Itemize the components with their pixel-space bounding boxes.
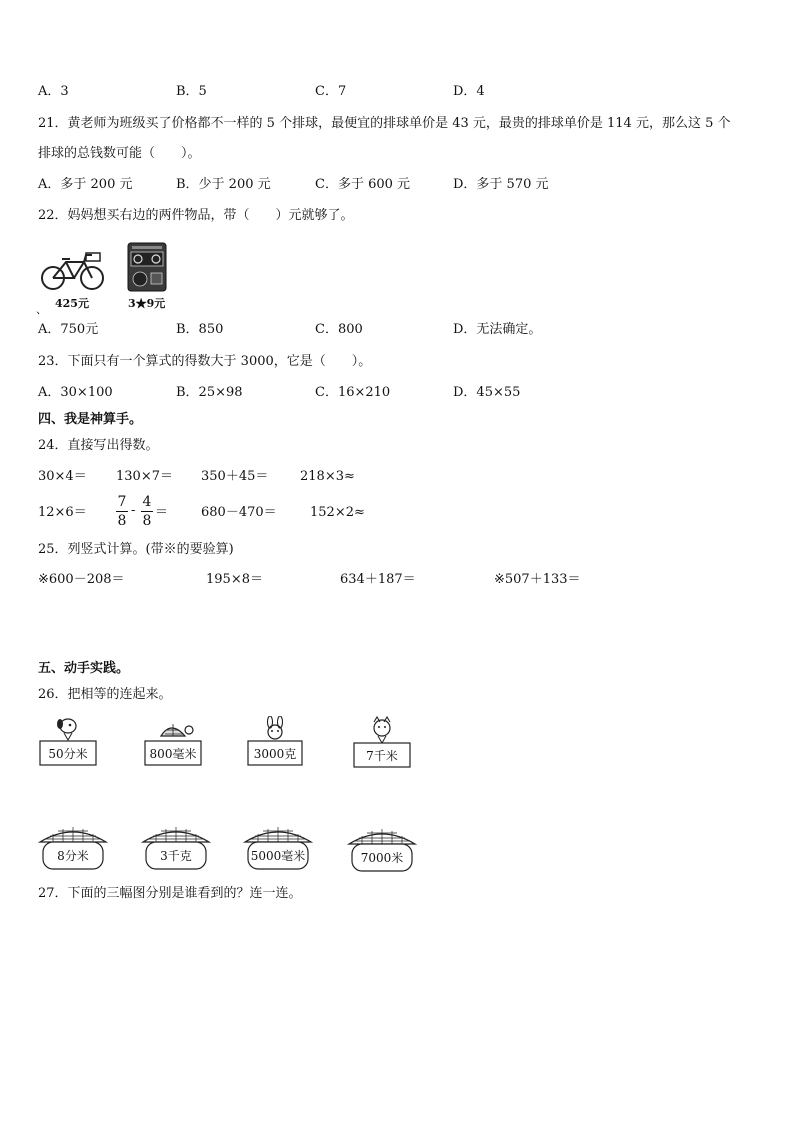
q27-stem: 27．下面的三幅图分别是谁看到的？连一连。 — [38, 886, 302, 901]
q20-option-b: B．5 — [176, 84, 207, 99]
q24-minus-sign: - — [131, 503, 136, 518]
q24-row1-item1: 30×4＝ — [38, 469, 87, 484]
q26-top-label-4: 7千米 — [366, 749, 398, 763]
q25-stem: 25．列竖式计算。(带※的要验算) — [38, 542, 234, 557]
q22-option-d: D．无法确定。 — [453, 322, 542, 337]
q21-stem-line1: 21．黄老师为班级买了价格都不一样的 5 个排球，最便宜的排球单价是 43 元，最贵的排球单价是 114 元，那么这 5 个 — [38, 116, 731, 131]
q22-option-c: C．800 — [315, 322, 363, 337]
q21-stem-line2: 排球的总钱数可能（ ）。 — [38, 146, 201, 161]
q26-top-label-2: 800毫米 — [149, 747, 197, 761]
q26-house-1 — [38, 826, 108, 872]
q22-stem: 22．妈妈想买右边的两件物品，带（ ）元就够了。 — [38, 208, 354, 223]
q25-item2: 195×8＝ — [206, 572, 263, 587]
q24-equals-sign: ＝ — [155, 505, 169, 520]
q26-stem: 26．把相等的连起来。 — [38, 687, 172, 702]
q24-row1-item4: 218×3≈ — [300, 469, 355, 484]
fraction-1-numerator: 7 — [117, 494, 127, 510]
q21-option-c: C．多于 600 元 — [315, 177, 411, 192]
q26-house-2 — [141, 826, 211, 872]
q23-option-a: A．30×100 — [38, 385, 113, 400]
q24-stem: 24．直接写出得数。 — [38, 438, 159, 453]
q26-house-label-4: 7000米 — [360, 851, 404, 865]
dog-icon — [57, 719, 76, 740]
roof-icon — [40, 827, 106, 842]
fraction-2-denominator: 8 — [142, 513, 152, 529]
q22-mark: 、 — [36, 303, 47, 316]
q23-option-d: D．45×55 — [453, 385, 521, 400]
q25-item4: ※507＋133＝ — [494, 572, 581, 587]
q23-option-c: C．16×210 — [315, 385, 391, 400]
q22-option-b: B．850 — [176, 322, 224, 337]
fraction-1-denominator: 8 — [117, 513, 127, 529]
q21-option-b: B．少于 200 元 — [176, 177, 271, 192]
q24-fraction-1 — [116, 494, 128, 529]
q25-item1: ※600－208＝ — [38, 572, 125, 587]
q23-option-b: B．25×98 — [176, 385, 243, 400]
q26-top-label-3: 3000克 — [253, 747, 297, 761]
q22-option-a: A．750元 — [38, 322, 99, 337]
q20-option-c: C．7 — [315, 84, 347, 99]
radio-icon — [127, 242, 167, 292]
q26-card-dog — [38, 716, 98, 768]
section4-title: 四、我是神算手。 — [38, 412, 143, 427]
q24-fraction-2 — [141, 494, 153, 529]
q22-bike-price: 425元 — [55, 297, 89, 310]
q26-top-label-1: 50分米 — [48, 747, 88, 761]
q24-row2-item3: 680－470＝ — [201, 505, 277, 520]
q24-row1-item3: 350＋45＝ — [201, 469, 269, 484]
turtle-icon — [161, 724, 193, 736]
q26-card-turtle — [143, 716, 203, 768]
q21-option-d: D．多于 570 元 — [453, 177, 549, 192]
q21-option-a: A．多于 200 元 — [38, 177, 133, 192]
q23-stem: 23．下面只有一个算式的得数大于 3000，它是（ ）。 — [38, 354, 372, 369]
q20-option-a: A．3 — [38, 84, 69, 99]
q26-house-4 — [347, 828, 417, 874]
roof-icon — [143, 827, 209, 842]
q24-row1-item2: 130×7＝ — [116, 469, 173, 484]
q26-house-label-2: 3千克 — [160, 849, 192, 863]
bicycle-icon — [40, 250, 106, 292]
q25-item3: 634＋187＝ — [340, 572, 416, 587]
q24-row2-item4: 152×2≈ — [310, 505, 365, 520]
q22-radio-price: 3★9元 — [128, 297, 166, 310]
rabbit-icon — [268, 716, 283, 739]
cat-icon — [374, 717, 390, 743]
q26-card-rabbit — [246, 716, 304, 768]
roof-icon — [245, 827, 311, 842]
q20-option-d: D．4 — [453, 84, 485, 99]
q26-house-label-3: 5000毫米 — [250, 849, 306, 863]
q26-house-3 — [243, 826, 313, 872]
q26-card-cat — [352, 716, 412, 770]
q26-house-label-1: 8分米 — [57, 849, 89, 863]
roof-icon — [349, 829, 415, 844]
fraction-2-numerator: 4 — [142, 494, 152, 510]
q24-row2-item1: 12×6＝ — [38, 505, 87, 520]
section5-title: 五、动手实践。 — [38, 661, 130, 676]
